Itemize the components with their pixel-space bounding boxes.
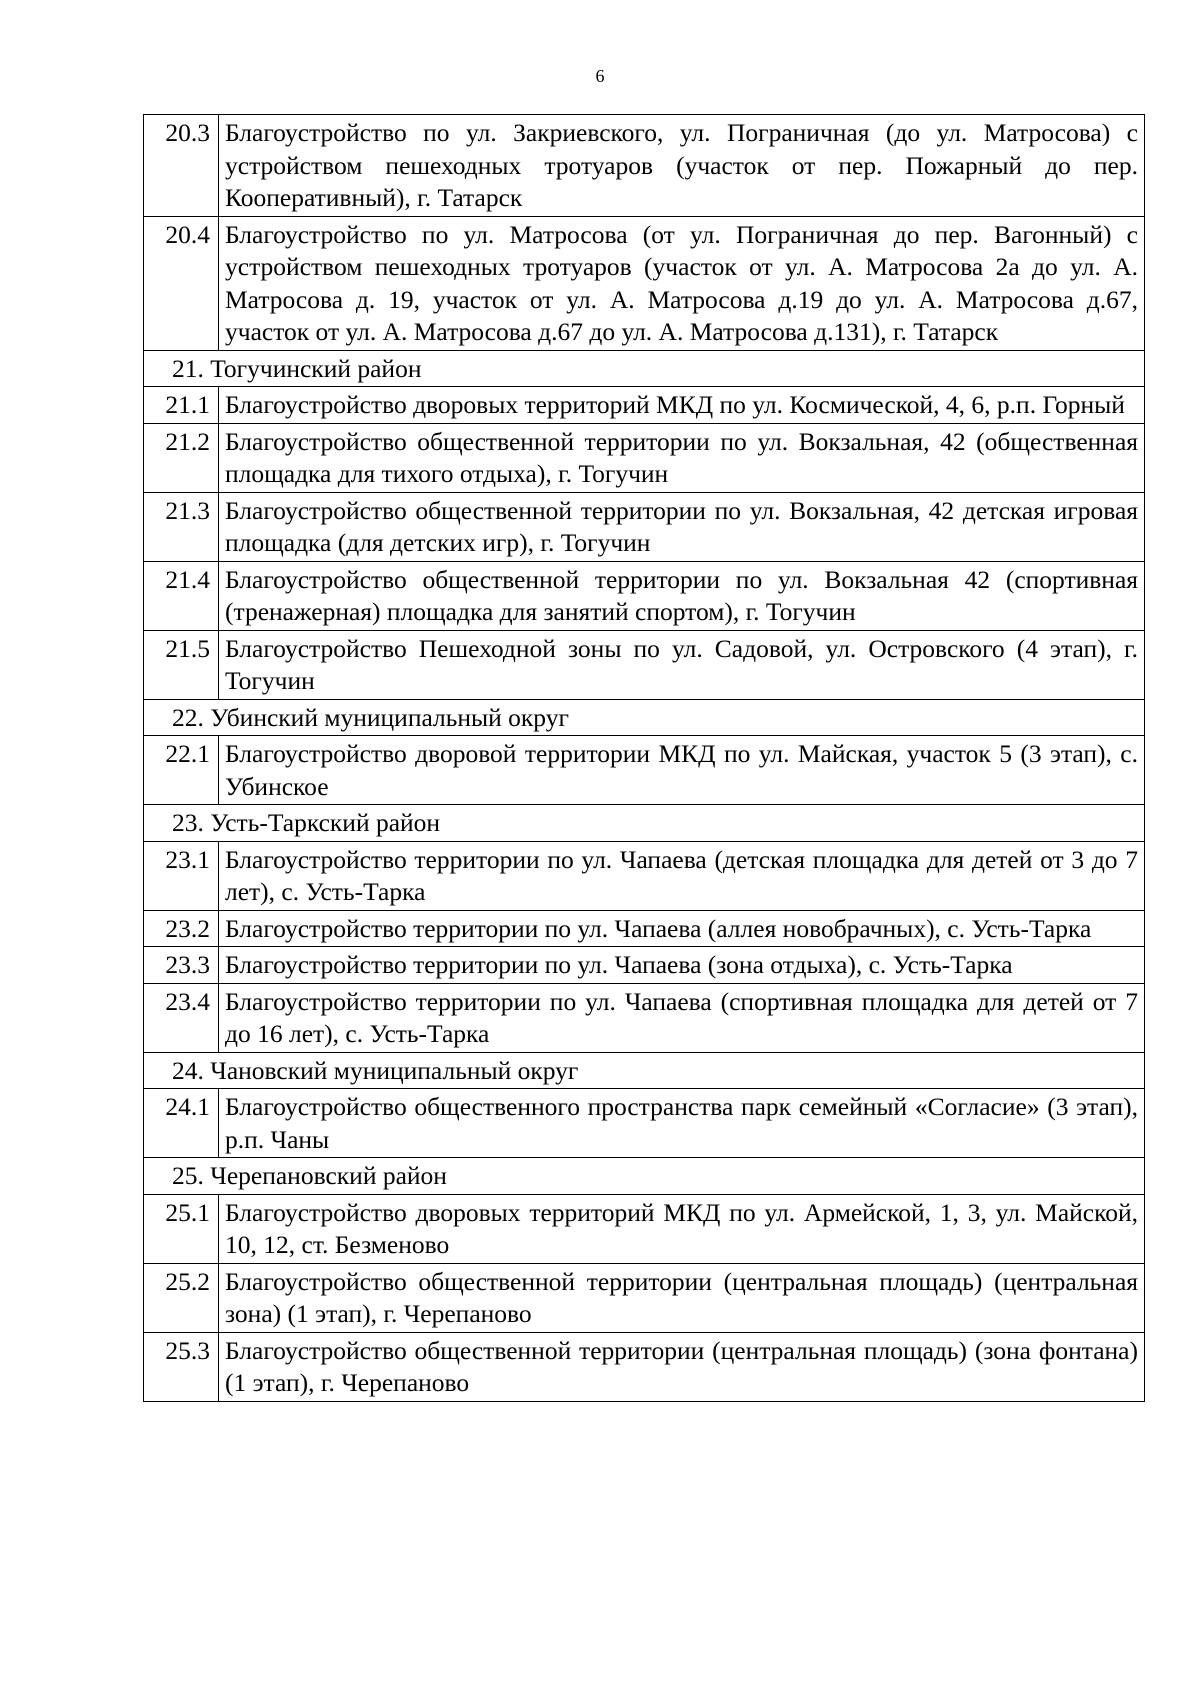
section-title: 21. Тогучинский район [144,350,1145,387]
item-number: 23.4 [144,983,219,1052]
table-row [144,492,1145,561]
item-number: 23.1 [144,841,219,910]
item-description: Благоустройство территории по ул. Чапаева (спортивная площадка для детей от 7 до 16 лет), с. Усть-Тарка [219,983,1145,1052]
item-description: Благоустройство по ул. Матросова (от ул. Пограничная до пер. Вагонный) с устройством пешеходных тротуаров (участок от ул. А. Матросова 2а до ул. А. Матросова д. 19, участок от ул. А. Матросова д.19 до ул. А. Матросова д.67, участок от ул. А. Матросова д.67 до ул. А. Матросова д.131), г. Татарск [219,216,1145,350]
item-number: 21.1 [144,387,219,424]
table-row [144,983,1145,1052]
item-number: 24.1 [144,1089,219,1158]
table-row [144,1089,1145,1158]
item-number: 20.4 [144,216,219,350]
table-row [144,947,1145,984]
table-row [144,561,1145,630]
item-description: Благоустройство дворовых территорий МКД по ул. Армейской, 1, 3, ул. Майской, 10, 12, ст. Безменово [219,1194,1145,1263]
table-row [144,216,1145,350]
table-row [144,736,1145,805]
item-number: 21.2 [144,423,219,492]
item-description: Благоустройство территории по ул. Чапаева (зона отдыха), с. Усть-Тарка [219,947,1145,984]
table-row [144,630,1145,699]
table-row [144,1263,1145,1332]
item-description: Благоустройство общественной территории по ул. Вокзальная, 42 детская игровая площадка (для детских игр), г. Тогучин [219,492,1145,561]
section-title: 24. Чановский муниципальный округ [144,1052,1145,1089]
item-description: Благоустройство общественной территории (центральная площадь) (центральная зона) (1 этап), г. Черепаново [219,1263,1145,1332]
section-header-row [144,699,1145,736]
item-description: Благоустройство общественной территории (центральная площадь) (зона фонтана) (1 этап), г. Черепаново [219,1332,1145,1401]
table-row [144,841,1145,910]
item-description: Благоустройство Пешеходной зоны по ул. Садовой, ул. Островского (4 этап), г. Тогучин [219,630,1145,699]
table-row [144,387,1145,424]
table-row [144,1194,1145,1263]
item-number: 22.1 [144,736,219,805]
item-description: Благоустройство общественного пространства парк семейный «Согласие» (3 этап), р.п. Чаны [219,1089,1145,1158]
item-number: 25.2 [144,1263,219,1332]
item-number: 21.5 [144,630,219,699]
table-row [144,423,1145,492]
item-description: Благоустройство территории по ул. Чапаева (аллея новобрачных), с. Усть-Тарка [219,910,1145,947]
table-row [144,910,1145,947]
item-number: 20.3 [144,115,219,217]
page-number: 6 [595,66,605,86]
item-description: Благоустройство общественной территории по ул. Вокзальная, 42 (общественная площадка для тихого отдыха), г. Тогучин [219,423,1145,492]
section-title: 22. Убинский муниципальный округ [144,699,1145,736]
item-number: 21.3 [144,492,219,561]
section-title: 23. Усть-Таркский район [144,805,1145,842]
item-number: 25.3 [144,1332,219,1401]
item-number: 21.4 [144,561,219,630]
item-description: Благоустройство дворовой территории МКД по ул. Майская, участок 5 (3 этап), с. Убинское [219,736,1145,805]
item-number: 25.1 [144,1194,219,1263]
item-description: Благоустройство по ул. Закриевского, ул. Пограничная (до ул. Матросова) с устройством пешеходных тротуаров (участок от пер. Пожарный до пер. Кооперативный), г. Татарск [219,115,1145,217]
section-header-row [144,350,1145,387]
projects-table-body [144,115,1145,1402]
item-description: Благоустройство территории по ул. Чапаева (детская площадка для детей от 3 до 7 лет), с. Усть-Тарка [219,841,1145,910]
section-header-row [144,805,1145,842]
section-header-row [144,1052,1145,1089]
section-header-row [144,1158,1145,1195]
item-number: 23.2 [144,910,219,947]
table-row [144,115,1145,217]
projects-table [143,114,1145,1402]
item-number: 23.3 [144,947,219,984]
item-description: Благоустройство дворовых территорий МКД по ул. Космической, 4, 6, р.п. Горный [219,387,1145,424]
table-row [144,1332,1145,1401]
section-title: 25. Черепановский район [144,1158,1145,1195]
item-description: Благоустройство общественной территории по ул. Вокзальная 42 (спортивная (тренажерная) площадка для занятий спортом), г. Тогучин [219,561,1145,630]
